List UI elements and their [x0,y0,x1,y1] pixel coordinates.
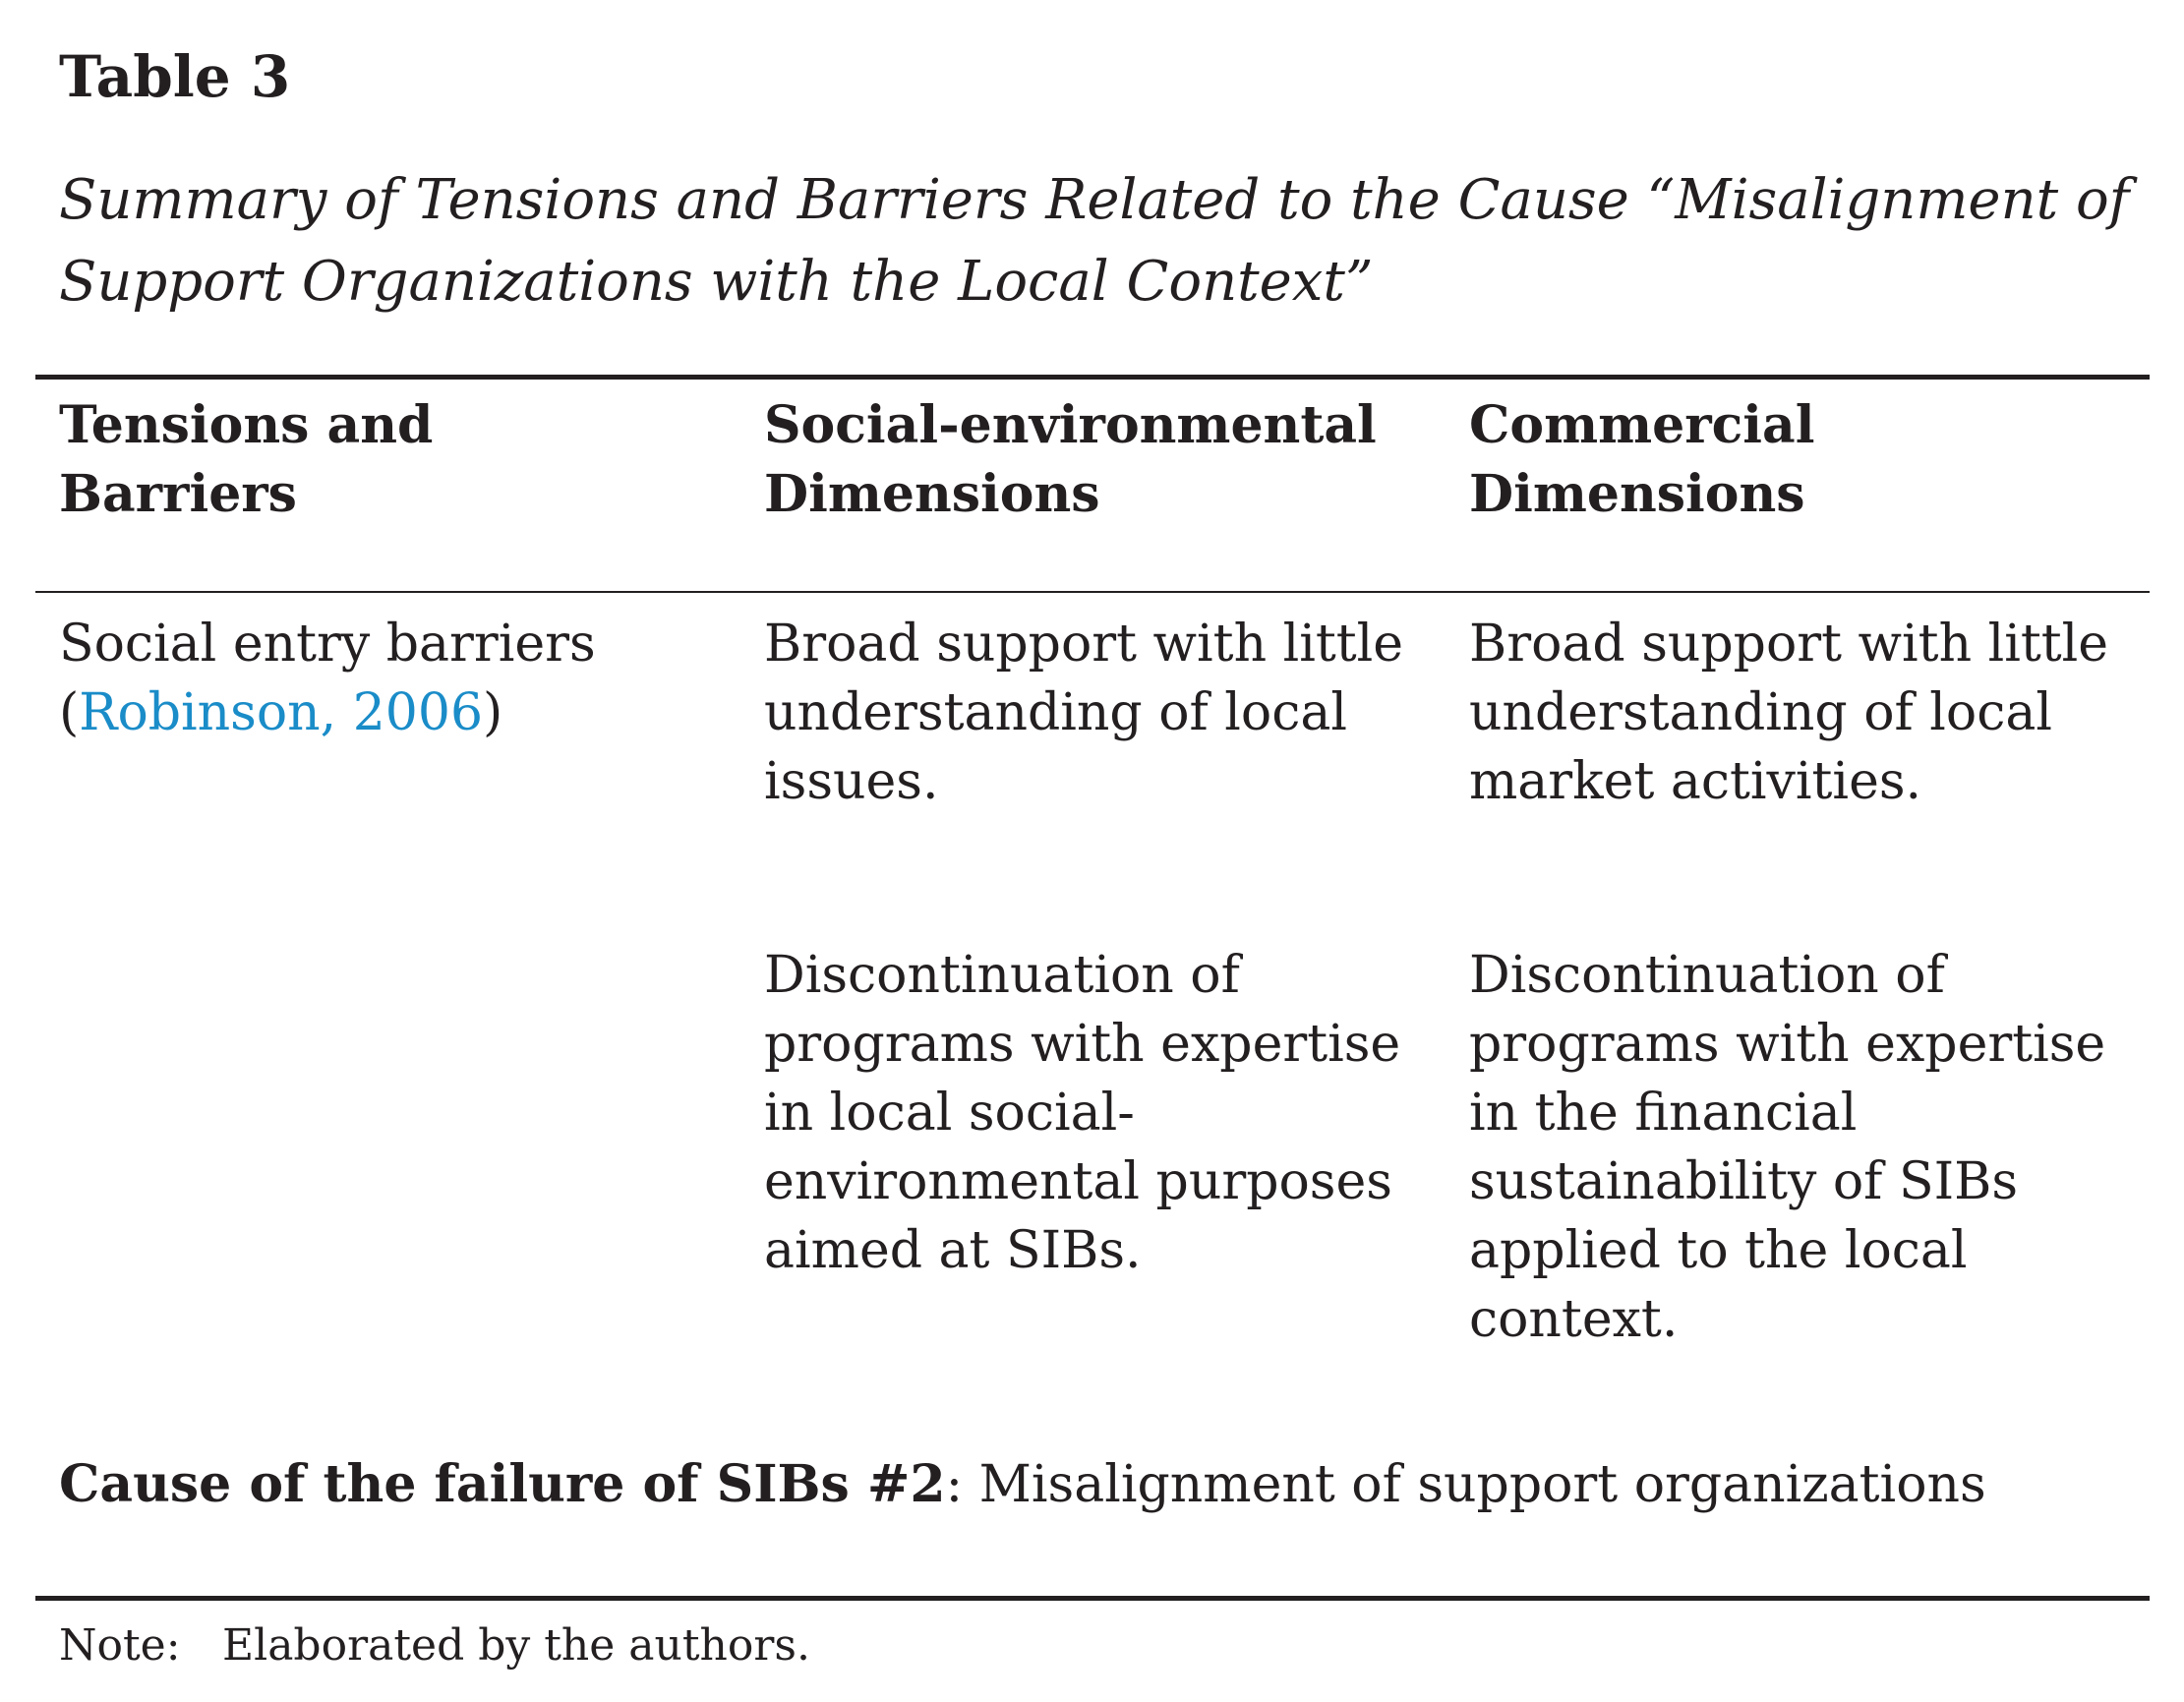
cause-text: Misalignment of support organizations [963,1455,1986,1514]
table-header-rule [35,591,2150,593]
note-text: Elaborated by the authors. [222,1620,810,1671]
cause-label: Cause of the failure of SIBs #2 [59,1454,946,1514]
citation-link[interactable]: Robinson, 2006 [79,683,484,742]
table-top-rule [35,375,2150,380]
cell-social-1: Broad support with little understanding of local issues. [764,615,1404,811]
header-tensions-barriers: Tensions and Barriers [59,395,434,524]
table-note [59,1616,810,1675]
header-social-environmental: Social-environmental Dimensions [764,395,1377,524]
citation-open: ( [59,683,80,742]
cause-separator: : [945,1455,964,1514]
cell-commercial-1: Broad support with little understanding of local market activities. [1469,615,2109,811]
barrier-text: Social entry barriers [59,615,596,674]
table-bottom-rule [35,1596,2150,1601]
cell-barrier [59,610,688,747]
table-title: Summary of Tensions and Barriers Related to the Cause “Misalignment of Support Organizations with the Local Context” [59,168,2130,314]
table-label: Table 3 [59,43,291,110]
header-commercial: Commercial Dimensions [1469,395,1815,524]
cell-commercial-2: Discontinuation of programs with expertise in the financial sustainability of SIBs applied to the local context. [1469,946,2106,1349]
note-label: Note: [59,1620,181,1671]
cell-social-2: Discontinuation of programs with expertise in local social-environmental purposes aimed at SIBs. [764,946,1401,1280]
citation-close: ) [483,683,503,742]
cause-line [59,1450,1986,1519]
